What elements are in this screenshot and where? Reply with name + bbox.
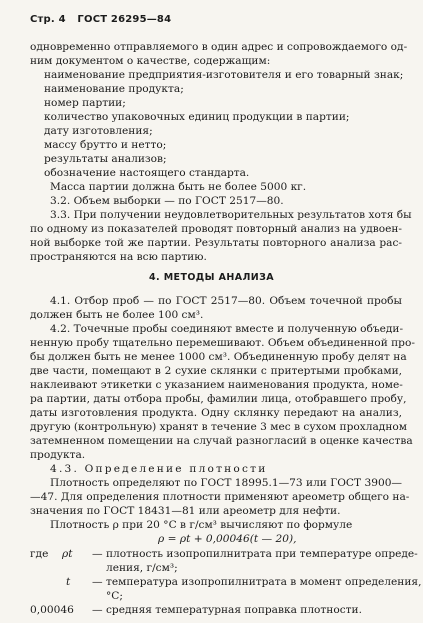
text-line: ной выборке той же партии. Результаты повторного анализа рас- <box>30 237 402 249</box>
density-formula: ρ = ρt + 0,00046(t — 20), <box>158 533 297 545</box>
text-line: 3.2. Объем выборки — по ГОСТ 2517—80. <box>50 195 284 207</box>
text-line: пространяются на всю партию. <box>30 251 207 263</box>
text-line: ра партии, даты отбора пробы, фамилии лица, отобравшего пробу, <box>30 393 407 405</box>
text-line: ненную пробу тщательно перемешивают. Объем объединенной про- <box>30 337 415 349</box>
text-line: две части, помещают в 2 сухие склянки с притертыми пробками, <box>30 365 402 377</box>
page-number: Стр. 4 <box>30 14 66 25</box>
legend-text: температура изопропилнитрата в момент определения, <box>106 576 422 588</box>
legend-symbol: 0,00046 <box>30 604 74 616</box>
text-line: —47. Для определения плотности применяют ареометр общего на- <box>30 491 410 503</box>
legend-dash: — <box>92 576 103 588</box>
text-line: затемненном помещении на случай разногласий в оценке качества <box>30 435 413 447</box>
standard-code: ГОСТ 26295—84 <box>77 14 172 25</box>
text-line: количество упаковочных единиц продукции в партии; <box>44 111 350 123</box>
page-header <box>30 14 179 25</box>
legend-text: плотность изопропилнитрата при температуре опреде- <box>106 548 418 560</box>
legend-symbol: ρt <box>62 548 73 560</box>
legend-text-cont: °С; <box>106 590 123 602</box>
text-line: массу брутто и нетто; <box>44 139 167 151</box>
text-line: 4.1. Отбор проб — по ГОСТ 2517—80. Объем точечной пробы <box>50 295 402 307</box>
text-line: 4.2. Точечные пробы соединяют вместе и полученную объеди- <box>50 323 404 335</box>
text-line: Плотность ρ при 20 °С в г/см³ вычисляют по формуле <box>50 519 353 531</box>
text-line: бы должен быть не менее 1000 см³. Объединенную пробу делят на <box>30 351 407 363</box>
text-line: продукта. <box>30 449 86 461</box>
text-line: наклеивают этикетки с указанием наименования продукта, номе- <box>30 379 403 391</box>
legend-dash: — <box>92 604 103 616</box>
section-title: 4. МЕТОДЫ АНАЛИЗА <box>148 272 275 283</box>
text-line: даты изготовления продукта. Одну склянку передают на анализ, <box>30 407 402 419</box>
legend-symbol: t <box>66 576 71 588</box>
legend-dash: — <box>92 548 103 560</box>
text-line: номер партии; <box>44 97 126 109</box>
legend-text-cont: ления, г/см³; <box>106 562 178 574</box>
text-line: одновременно отправляемого в один адрес и сопровождаемого од- <box>30 41 408 53</box>
text-line: должен быть не более 100 см³. <box>30 309 204 321</box>
text-line: Масса партии должна быть не более 5000 кг. <box>50 181 307 193</box>
subsection-title: 4.3. Определение плотности <box>50 463 268 475</box>
text-line: Плотность определяют по ГОСТ 18995.1—73 или ГОСТ 3900— <box>50 477 403 489</box>
text-line: дату изготовления; <box>44 125 153 137</box>
text-line: обозначение настоящего стандарта. <box>44 167 250 179</box>
text-line: результаты анализов; <box>44 153 167 165</box>
legend-text: средняя температурная поправка плотности. <box>106 604 362 616</box>
text-line: другую (контрольную) хранят в течение 3 мес в сухом прохладном <box>30 421 407 433</box>
text-line: наименование продукта; <box>44 83 184 95</box>
text-line: наименование предприятия-изготовителя и его товарный знак; <box>44 69 404 81</box>
text-line: ним документом о качестве, содержащим: <box>30 55 271 67</box>
text-line: 3.3. При получении неудовлетворительных результатов хотя бы <box>50 209 412 221</box>
where-label: где <box>30 548 49 560</box>
text-line: по одному из показателей проводят повторный анализ на удвоен- <box>30 223 402 235</box>
text-line: значения по ГОСТ 18431—81 или ареометр для нефти. <box>30 505 341 517</box>
